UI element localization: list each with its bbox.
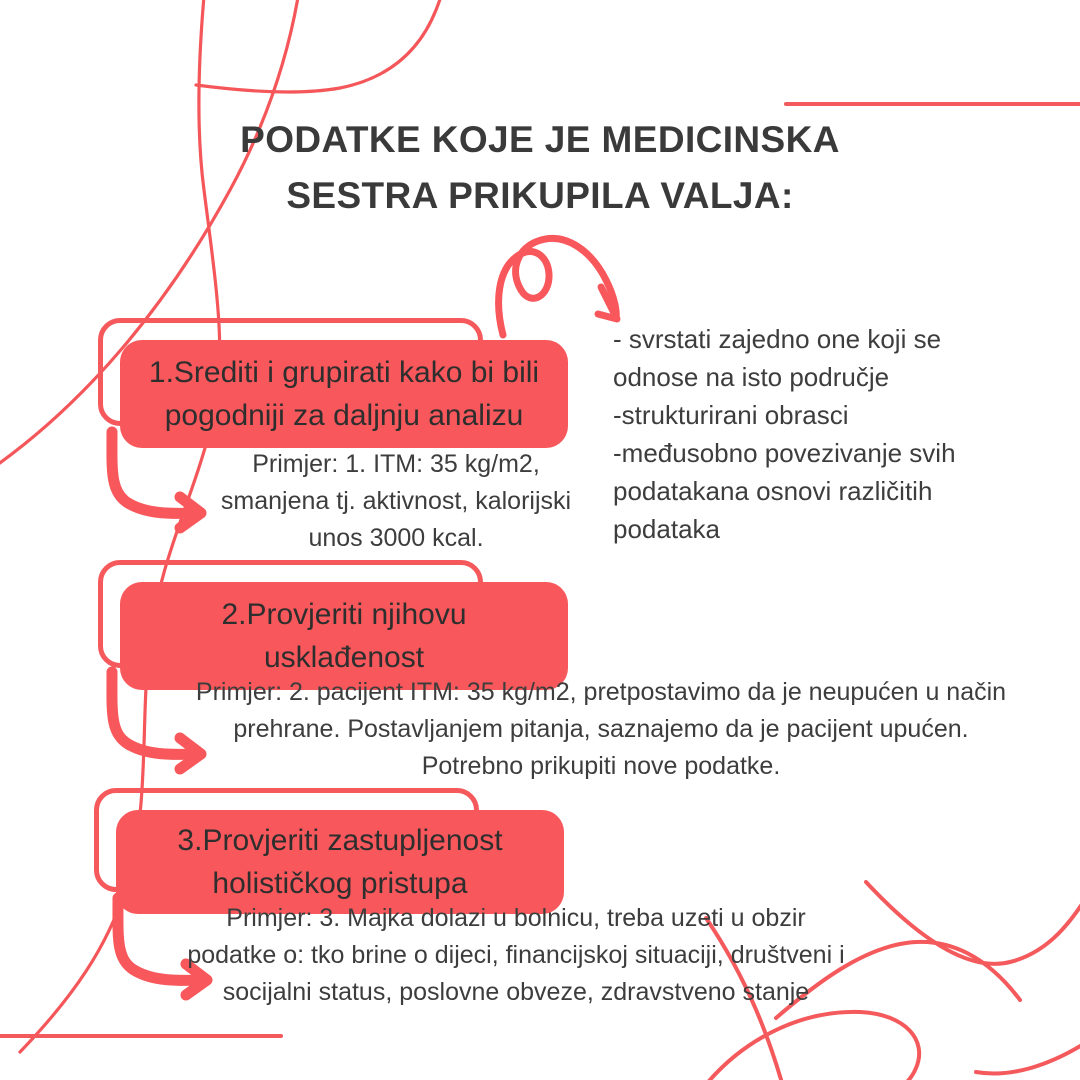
step-3-example-line-1: Primjer: 3. Majka dolazi u bolnicu, treba uzeti u obzir xyxy=(226,904,806,932)
step-card-2-label-line-1: 2.Provjeriti njihovu xyxy=(221,598,467,631)
bullet-list xyxy=(613,320,1003,548)
bullet-line-1: - svrstati zajedno one koji se xyxy=(613,324,942,354)
step-card-1-body[interactable] xyxy=(120,340,568,448)
page-title xyxy=(140,112,940,224)
step-card-3-label-line-2: holističkog pristupa xyxy=(212,867,468,900)
page-title-line-1: PODATKE KOJE JE MEDICINSKA xyxy=(240,119,840,160)
bullet-line-2: odnose na isto područje xyxy=(613,362,890,392)
bullet-line-3: -strukturirani obrasci xyxy=(613,400,849,430)
step-3-example-line-2: podatke o: tko brine o dijeci, financijskoj situaciji, xyxy=(187,941,724,969)
step-2-example-line-1: Primjer: 2. pacijent ITM: 35 kg/m2, pretpostavimo da je neupućen xyxy=(195,678,919,706)
step-card-1-label-line-1: 1.Srediti i grupirati kako bi bili xyxy=(148,356,540,389)
step-card-2-label-line-2: usklađenost xyxy=(263,641,425,674)
step-card-3-body[interactable] xyxy=(116,810,564,914)
step-3-example-line-4: zdravstveno stanje xyxy=(600,978,810,1006)
step-card-1-label-line-2: pogodniji za daljnju analizu xyxy=(164,399,524,432)
step-1-example xyxy=(196,446,596,557)
step-3-example-line-3: društveni i socijalni status, poslovne obveze, xyxy=(222,941,845,1006)
bullet-line-5: podatakana osnovi različitih xyxy=(613,476,933,506)
step-2-example-line-3: upućen. Potrebno prikupiti nove podatke. xyxy=(421,715,969,780)
step-2-example-line-2: u način prehrane. Postavljanjem pitanja, saznajemo da je pacijent xyxy=(233,678,1007,743)
step-card-3-label-line-1: 3.Provjeriti zastupljenost xyxy=(177,824,503,857)
step-card-2 xyxy=(98,560,568,690)
step-2-example xyxy=(186,674,1016,785)
step-1-example-line-3: kalorijski unos 3000 kcal. xyxy=(308,487,572,552)
step-card-1 xyxy=(98,318,568,448)
bullet-line-6: podataka xyxy=(613,514,720,544)
step-1-example-line-1: Primjer: 1. ITM: 35 kg/m2, xyxy=(252,450,540,478)
step-1-example-line-2: smanjena tj. aktivnost, xyxy=(220,487,469,515)
step-card-3 xyxy=(94,788,564,918)
page-title-line-2: SESTRA PRIKUPILA VALJA: xyxy=(286,175,794,216)
bullet-line-4: -međusobno povezivanje svih xyxy=(613,438,956,468)
step-3-example xyxy=(186,900,846,1011)
